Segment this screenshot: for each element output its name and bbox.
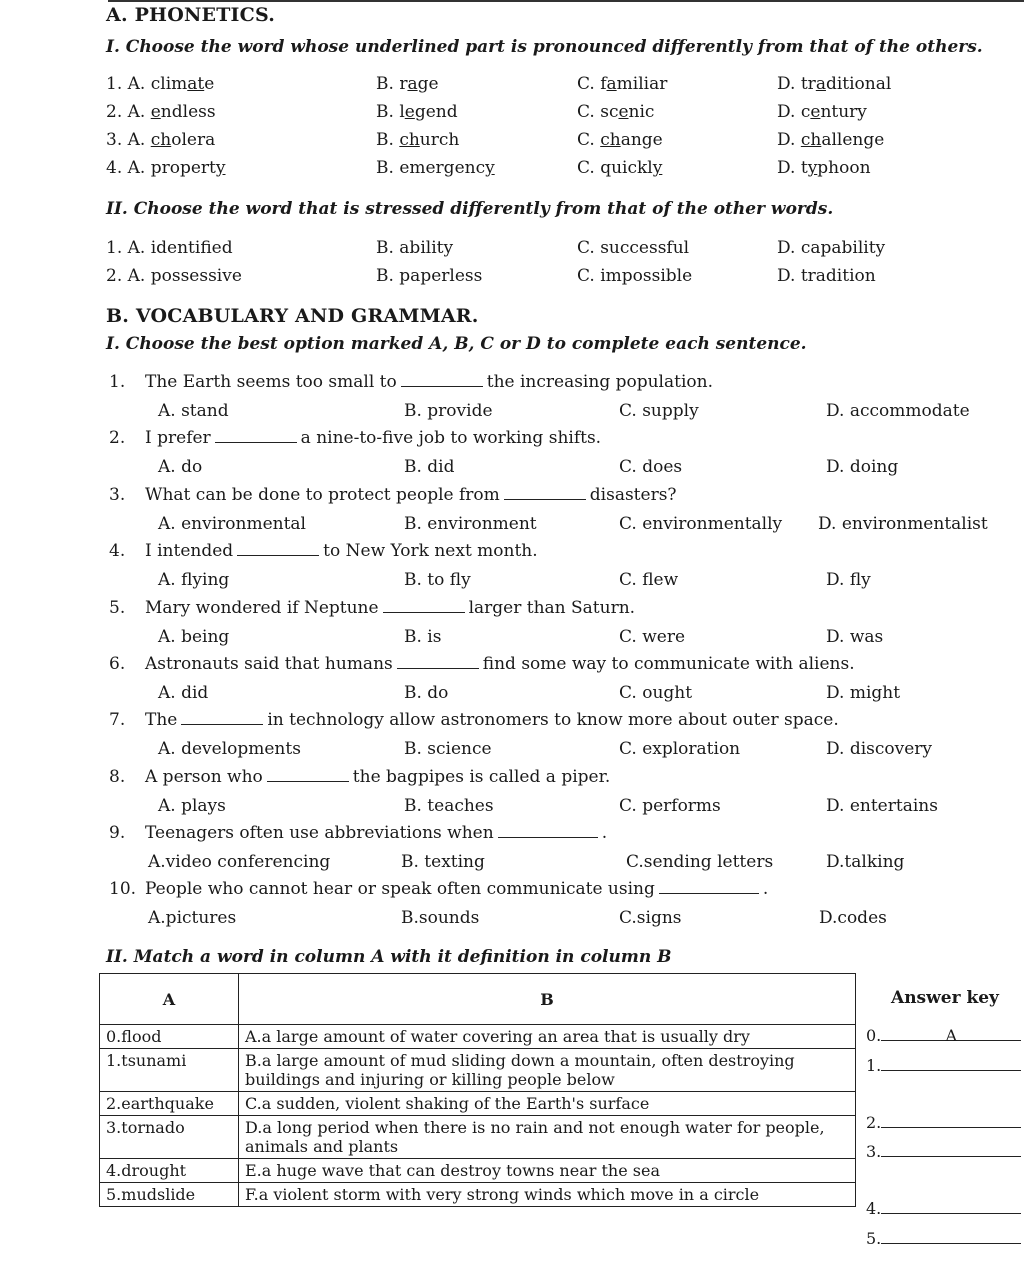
option-letter: C. <box>577 74 595 94</box>
answer-option: A. did <box>158 683 209 703</box>
phonetics-option <box>777 130 884 150</box>
hazard-definition: F.a violent storm with very strong winds which move in a circle <box>239 1183 856 1207</box>
answer-option: C. ought <box>619 683 693 703</box>
option-letter: C. <box>577 102 595 122</box>
answer-option: A.pictures <box>148 908 237 928</box>
grammar-part1-instruction: I. Choose the best option marked A, B, C or D to complete each sentence. <box>106 334 807 354</box>
answer-option: C. supply <box>619 401 699 421</box>
underlined-part: at <box>187 74 205 94</box>
option-letter: A. <box>127 74 146 94</box>
answer-blank[interactable] <box>215 428 297 443</box>
word-part: gend <box>414 102 458 122</box>
word-part: urch <box>419 130 460 150</box>
question-stem <box>109 428 601 448</box>
answer-option: D. accommodate <box>826 401 970 421</box>
answer-option: D. might <box>826 683 901 703</box>
word-part: c <box>800 102 811 122</box>
underlined-part: e <box>150 102 161 122</box>
word-part: e <box>204 74 215 94</box>
stress-option <box>777 238 885 258</box>
answer-key-blank[interactable] <box>881 1113 1021 1128</box>
word-part: ntury <box>820 102 867 122</box>
word-part: allenge <box>821 130 885 150</box>
answer-option: C. flew <box>619 570 679 590</box>
answer-option: B. environment <box>404 514 537 534</box>
word-part: ange <box>620 130 663 150</box>
question-number: 2. <box>106 102 123 122</box>
answer-option: A. plays <box>158 796 226 816</box>
answer-key-row <box>866 1113 1021 1132</box>
underlined-part: e <box>810 102 821 122</box>
phonetics-option <box>376 102 458 122</box>
option-letter: B. <box>376 74 394 94</box>
option-letter: A. <box>127 102 146 122</box>
question-text-before: The <box>145 710 178 730</box>
phonetics-part2-instruction: II. Choose the word that is stressed differently from that of the other words. <box>106 199 834 219</box>
phonetics-option <box>376 130 459 150</box>
underlined-part: ch <box>150 130 172 150</box>
answer-key-blank[interactable]: A <box>881 1026 1021 1041</box>
question-text-after: the bagpipes is called a piper. <box>352 767 611 787</box>
option-letter: A. <box>127 158 146 178</box>
question-text-after: in technology allow astronomers to know more about outer space. <box>267 710 839 730</box>
question-number: 4. <box>109 541 126 561</box>
phonetics-option <box>106 158 226 178</box>
question-text-after: disasters? <box>589 485 677 505</box>
underlined-part: a <box>407 74 418 94</box>
question-number: 9. <box>109 823 126 843</box>
answer-option: B. texting <box>401 852 485 872</box>
answer-key-row <box>866 1142 1021 1161</box>
underlined-part: y <box>807 158 818 178</box>
word-part: phoon <box>817 158 871 178</box>
answer-blank[interactable] <box>181 710 263 725</box>
stress-option <box>777 266 876 286</box>
matching-row <box>100 1183 856 1207</box>
question-text-after: the increasing population. <box>486 372 713 392</box>
question-stem <box>109 823 607 843</box>
word-part: tr <box>800 74 816 94</box>
word-part: ndless <box>160 102 216 122</box>
hazard-definition: D.a long period when there is no rain and not enough water for people, animals and plants <box>239 1116 856 1159</box>
answer-option: C. exploration <box>619 739 741 759</box>
word-part: miliar <box>616 74 668 94</box>
underlined-part: ch <box>600 130 621 150</box>
phonetics-option <box>577 74 667 94</box>
phonetics-option <box>577 158 662 178</box>
word-part: l <box>399 102 405 122</box>
answer-key-row <box>866 1229 1021 1248</box>
answer-option: A. being <box>158 627 230 647</box>
word-part: ditional <box>825 74 892 94</box>
question-number: 3. <box>106 130 123 150</box>
question-text-before: What can be done to protect people from <box>145 485 500 505</box>
stress-option <box>106 238 233 258</box>
option-text: A. possessive <box>127 266 242 286</box>
phonetics-option <box>106 102 216 122</box>
answer-option: C. environmentally <box>619 514 783 534</box>
phonetics-option <box>577 102 654 122</box>
answer-option: D. doing <box>826 457 899 477</box>
question-number: 10. <box>109 879 137 899</box>
matching-row <box>100 1025 856 1049</box>
matching-row <box>100 1159 856 1183</box>
answer-option: B. science <box>404 739 492 759</box>
answer-key-number: 2. <box>866 1113 882 1132</box>
answer-option: A.video conferencing <box>148 852 331 872</box>
option-letter: D. <box>777 74 796 94</box>
hazard-word: 4.drought <box>100 1159 239 1183</box>
phonetics-part1-instruction: I. Choose the word whose underlined part is pronounced differently from that of the others. <box>106 37 983 57</box>
answer-option: C.signs <box>619 908 682 928</box>
question-number: 1. <box>106 238 123 258</box>
answer-key-row <box>866 1026 1021 1045</box>
option-letter: A. <box>127 130 146 150</box>
option-text: D. capability <box>777 238 886 258</box>
stress-option <box>376 238 453 258</box>
matching-row <box>100 1092 856 1116</box>
answer-key-row <box>866 1199 1021 1218</box>
answer-option: D.talking <box>826 852 905 872</box>
option-letter: C. <box>577 130 595 150</box>
question-text-after: to New York next month. <box>323 541 538 561</box>
column-b-header: B <box>239 974 856 1025</box>
word-part: quickl <box>600 158 653 178</box>
answer-option: B. do <box>404 683 449 703</box>
option-text: B. ability <box>376 238 454 258</box>
question-stem <box>109 654 855 674</box>
option-letter: D. <box>777 130 796 150</box>
answer-option: A. do <box>158 457 203 477</box>
question-stem <box>109 710 839 730</box>
question-text-before: A person who <box>145 767 263 787</box>
answer-key-blank[interactable] <box>881 1199 1021 1214</box>
question-text-before: Teenagers often use abbreviations when <box>145 823 494 843</box>
phonetics-option <box>376 74 439 94</box>
question-text-before: The Earth seems too small to <box>145 372 397 392</box>
answer-option: D. environmentalist <box>818 514 988 534</box>
option-text: A. identified <box>127 238 233 258</box>
answer-option: A. stand <box>158 401 229 421</box>
question-number: 7. <box>109 710 126 730</box>
answer-option: D. entertains <box>826 796 938 816</box>
question-number: 5. <box>109 598 126 618</box>
underlined-part: y <box>652 158 663 178</box>
option-letter: B. <box>376 130 394 150</box>
word-part: nic <box>628 102 655 122</box>
matching-row <box>100 1116 856 1159</box>
question-text-before: I prefer <box>145 428 211 448</box>
answer-key-blank[interactable] <box>881 1229 1021 1244</box>
question-text-before: Mary wondered if Neptune <box>145 598 379 618</box>
underlined-part: ch <box>399 130 420 150</box>
option-letter: B. <box>376 158 394 178</box>
answer-blank[interactable] <box>504 485 586 500</box>
answer-blank[interactable] <box>401 372 483 387</box>
word-part: olera <box>171 130 216 150</box>
underlined-part: a <box>815 74 826 94</box>
answer-option: D. discovery <box>826 739 933 759</box>
answer-key-number: 4. <box>866 1199 882 1218</box>
answer-key-number: 0. <box>866 1026 882 1045</box>
option-text: D. tradition <box>777 266 876 286</box>
underlined-part: y <box>215 158 226 178</box>
question-number: 2. <box>106 266 123 286</box>
answer-option: B. to fly <box>404 570 471 590</box>
answer-option: D. was <box>826 627 884 647</box>
answer-blank[interactable] <box>237 541 319 556</box>
answer-option: A. flying <box>158 570 230 590</box>
matching-row <box>100 1049 856 1092</box>
answer-blank[interactable] <box>383 598 465 613</box>
section-b-title: B. VOCABULARY AND GRAMMAR. <box>106 305 479 327</box>
answer-key-row <box>866 1056 1021 1075</box>
word-part: sc <box>600 102 619 122</box>
question-text-before: Astronauts said that humans <box>145 654 393 674</box>
question-stem <box>109 598 635 618</box>
phonetics-option <box>777 74 891 94</box>
stress-option <box>376 266 482 286</box>
word-part: propert <box>150 158 216 178</box>
answer-blank[interactable] <box>659 879 759 894</box>
question-number: 6. <box>109 654 126 674</box>
phonetics-option <box>777 158 871 178</box>
answer-option: D.codes <box>819 908 887 928</box>
phonetics-option <box>106 74 214 94</box>
question-number: 1. <box>106 74 123 94</box>
question-stem <box>109 541 538 561</box>
question-stem <box>109 485 677 505</box>
question-text-after: a nine-to-five job to working shifts. <box>300 428 602 448</box>
question-stem <box>109 372 713 392</box>
answer-blank[interactable] <box>267 767 349 782</box>
question-text-before: People who cannot hear or speak often communicate using <box>145 879 655 899</box>
answer-option: B. is <box>404 627 442 647</box>
answer-blank[interactable] <box>498 823 598 838</box>
hazard-word: 1.tsunami <box>100 1049 239 1092</box>
underlined-part: e <box>404 102 415 122</box>
option-letter: B. <box>376 102 394 122</box>
word-part: f <box>600 74 607 94</box>
hazard-definition: E.a huge wave that can destroy towns near the sea <box>239 1159 856 1183</box>
word-part: t <box>800 158 808 178</box>
answer-option: C. performs <box>619 796 721 816</box>
option-letter: D. <box>777 158 796 178</box>
phonetics-option <box>777 102 867 122</box>
stress-option <box>577 238 689 258</box>
hazard-definition: C.a sudden, violent shaking of the Earth's surface <box>239 1092 856 1116</box>
top-divider <box>108 0 1024 2</box>
word-part: clim <box>150 74 188 94</box>
answer-key-number: 3. <box>866 1142 882 1161</box>
answer-option: A. developments <box>158 739 301 759</box>
underlined-part: e <box>618 102 629 122</box>
phonetics-option <box>577 130 663 150</box>
question-number: 8. <box>109 767 126 787</box>
hazard-definition: A.a large amount of water covering an area that is usually dry <box>239 1025 856 1049</box>
word-part: emergenc <box>399 158 486 178</box>
answer-key-number: 5. <box>866 1229 882 1248</box>
answer-option: C. does <box>619 457 683 477</box>
answer-key-blank[interactable] <box>881 1056 1021 1071</box>
matching-instruction: II. Match a word in column A with it definition in column B <box>106 947 672 967</box>
underlined-part: y <box>485 158 495 178</box>
hazard-word: 0.flood <box>100 1025 239 1049</box>
answer-option: A. environmental <box>158 514 306 534</box>
question-text-after: larger than Saturn. <box>468 598 636 618</box>
answer-key-number: 1. <box>866 1056 882 1075</box>
phonetics-option <box>106 130 215 150</box>
stress-option <box>106 266 242 286</box>
option-text: C. impossible <box>577 266 693 286</box>
question-number: 4. <box>106 158 123 178</box>
answer-option: D. fly <box>826 570 871 590</box>
section-a-title: A. PHONETICS. <box>106 4 276 26</box>
matching-table <box>99 973 856 1207</box>
question-stem <box>109 879 768 899</box>
question-stem <box>109 767 610 787</box>
word-part: ge <box>417 74 439 94</box>
option-text: C. successful <box>577 238 690 258</box>
hazard-definition: B.a large amount of mud sliding down a mountain, often destroying buildings and injuring or killing people below <box>239 1049 856 1092</box>
hazard-word: 3.tornado <box>100 1116 239 1159</box>
answer-option: B. teaches <box>404 796 494 816</box>
hazard-word: 5.mudslide <box>100 1183 239 1207</box>
option-letter: D. <box>777 102 796 122</box>
answer-option: C.sending letters <box>626 852 774 872</box>
stress-option <box>577 266 692 286</box>
option-text: B. paperless <box>376 266 483 286</box>
underlined-part: a <box>606 74 617 94</box>
question-number: 2. <box>109 428 126 448</box>
question-text-after: find some way to communicate with aliens. <box>482 654 855 674</box>
question-number: 3. <box>109 485 126 505</box>
question-number: 1. <box>109 372 126 392</box>
answer-blank[interactable] <box>397 654 479 669</box>
answer-option: B. provide <box>404 401 493 421</box>
column-a-header: A <box>100 974 239 1025</box>
answer-key-title: Answer key <box>891 988 999 1008</box>
question-text-after: . <box>762 879 769 899</box>
underlined-part: ch <box>800 130 822 150</box>
phonetics-option <box>376 158 495 178</box>
question-text-before: I intended <box>145 541 234 561</box>
hazard-word: 2.earthquake <box>100 1092 239 1116</box>
answer-key-blank[interactable] <box>881 1142 1021 1157</box>
answer-option: B.sounds <box>401 908 480 928</box>
option-letter: C. <box>577 158 595 178</box>
answer-option: C. were <box>619 627 686 647</box>
answer-option: B. did <box>404 457 455 477</box>
question-text-after: . <box>601 823 608 843</box>
word-part: r <box>399 74 408 94</box>
